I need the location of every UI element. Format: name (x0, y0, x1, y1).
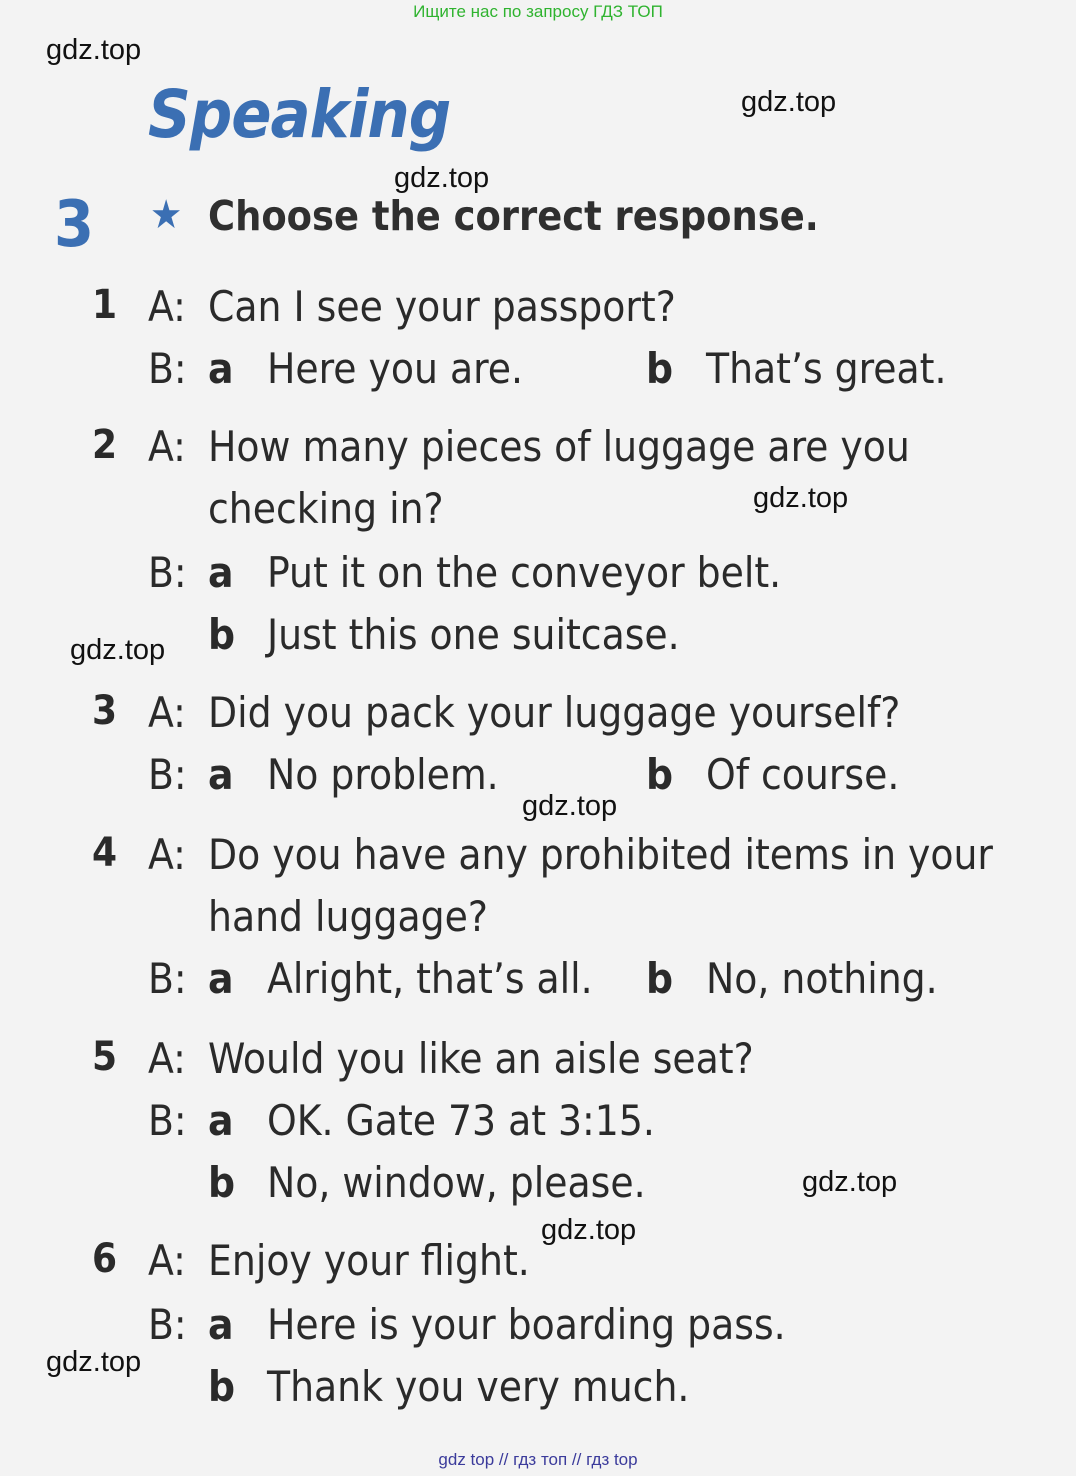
option-a-label: a (208, 548, 234, 597)
option-b-label: b (646, 344, 674, 393)
option-a-text: Alright, that’s all. (267, 954, 593, 1003)
question-text: Did you pack your luggage yourself? (208, 688, 901, 737)
speaker-b-label: B: (148, 548, 187, 597)
option-b-text: That’s great. (706, 344, 947, 393)
watermark: gdz.top (541, 1214, 637, 1246)
option-b-label: b (208, 1158, 236, 1207)
option-a-label: a (208, 1096, 234, 1145)
speaker-a-label: A: (148, 1236, 186, 1285)
speaker-a-label: A: (148, 688, 186, 737)
item-number: 5 (92, 1034, 118, 1080)
option-b-label: b (646, 954, 674, 1003)
section-title: Speaking (148, 76, 451, 153)
option-b-text: Of course. (706, 750, 900, 799)
item-number: 1 (92, 282, 118, 328)
option-a-label: a (208, 750, 234, 799)
question-text: Would you like an aisle seat? (208, 1034, 754, 1083)
option-a-label: a (208, 1300, 234, 1349)
speaker-b-label: B: (148, 344, 187, 393)
watermark: gdz.top (46, 34, 142, 66)
watermark: gdz.top (802, 1166, 898, 1198)
question-text: How many pieces of luggage are you (208, 422, 910, 471)
question-text: Enjoy your flight. (208, 1236, 530, 1285)
watermark: gdz.top (741, 86, 837, 118)
footer-text: gdz top // гдз топ // гдз top (438, 1450, 638, 1469)
speaker-b-label: B: (148, 1300, 187, 1349)
option-b-text: Just this one suitcase. (267, 610, 680, 659)
exercise-number: 3 (54, 188, 95, 262)
item-number: 2 (92, 422, 118, 468)
question-text: Do you have any prohibited items in your (208, 830, 993, 879)
watermark: gdz.top (522, 790, 618, 822)
option-b-label: b (208, 610, 236, 659)
option-a-label: a (208, 344, 234, 393)
item-number: 4 (92, 830, 118, 876)
option-b-label: b (646, 750, 674, 799)
exercise-instruction: Choose the correct response. (208, 192, 819, 240)
speaker-a-label: A: (148, 422, 186, 471)
item-number: 6 (92, 1236, 118, 1282)
option-a-text: Put it on the conveyor belt. (267, 548, 782, 597)
speaker-a-label: A: (148, 1034, 186, 1083)
option-b-label: b (208, 1362, 236, 1411)
option-a-label: a (208, 954, 234, 1003)
option-b-text: Thank you very much. (267, 1362, 690, 1411)
watermark: gdz.top (753, 482, 849, 514)
speaker-a-label: A: (148, 830, 186, 879)
speaker-b-label: B: (148, 1096, 187, 1145)
option-a-text: No problem. (267, 750, 499, 799)
watermark: gdz.top (394, 162, 490, 194)
question-text-continued: checking in? (208, 484, 444, 533)
question-text: Can I see your passport? (208, 282, 676, 331)
question-text-continued: hand luggage? (208, 892, 488, 941)
option-a-text: Here you are. (267, 344, 523, 393)
option-a-text: OK. Gate 73 at 3:15. (267, 1096, 655, 1145)
option-a-text: Here is your boarding pass. (267, 1300, 786, 1349)
star-icon: ★ (150, 192, 183, 238)
top-banner: Ищите нас по запросу ГДЗ ТОП (413, 2, 663, 21)
speaker-b-label: B: (148, 954, 187, 1003)
watermark: gdz.top (70, 634, 166, 666)
item-number: 3 (92, 688, 118, 734)
option-b-text: No, nothing. (706, 954, 938, 1003)
option-b-text: No, window, please. (267, 1158, 646, 1207)
speaker-b-label: B: (148, 750, 187, 799)
watermark: gdz.top (46, 1346, 142, 1378)
speaker-a-label: A: (148, 282, 186, 331)
